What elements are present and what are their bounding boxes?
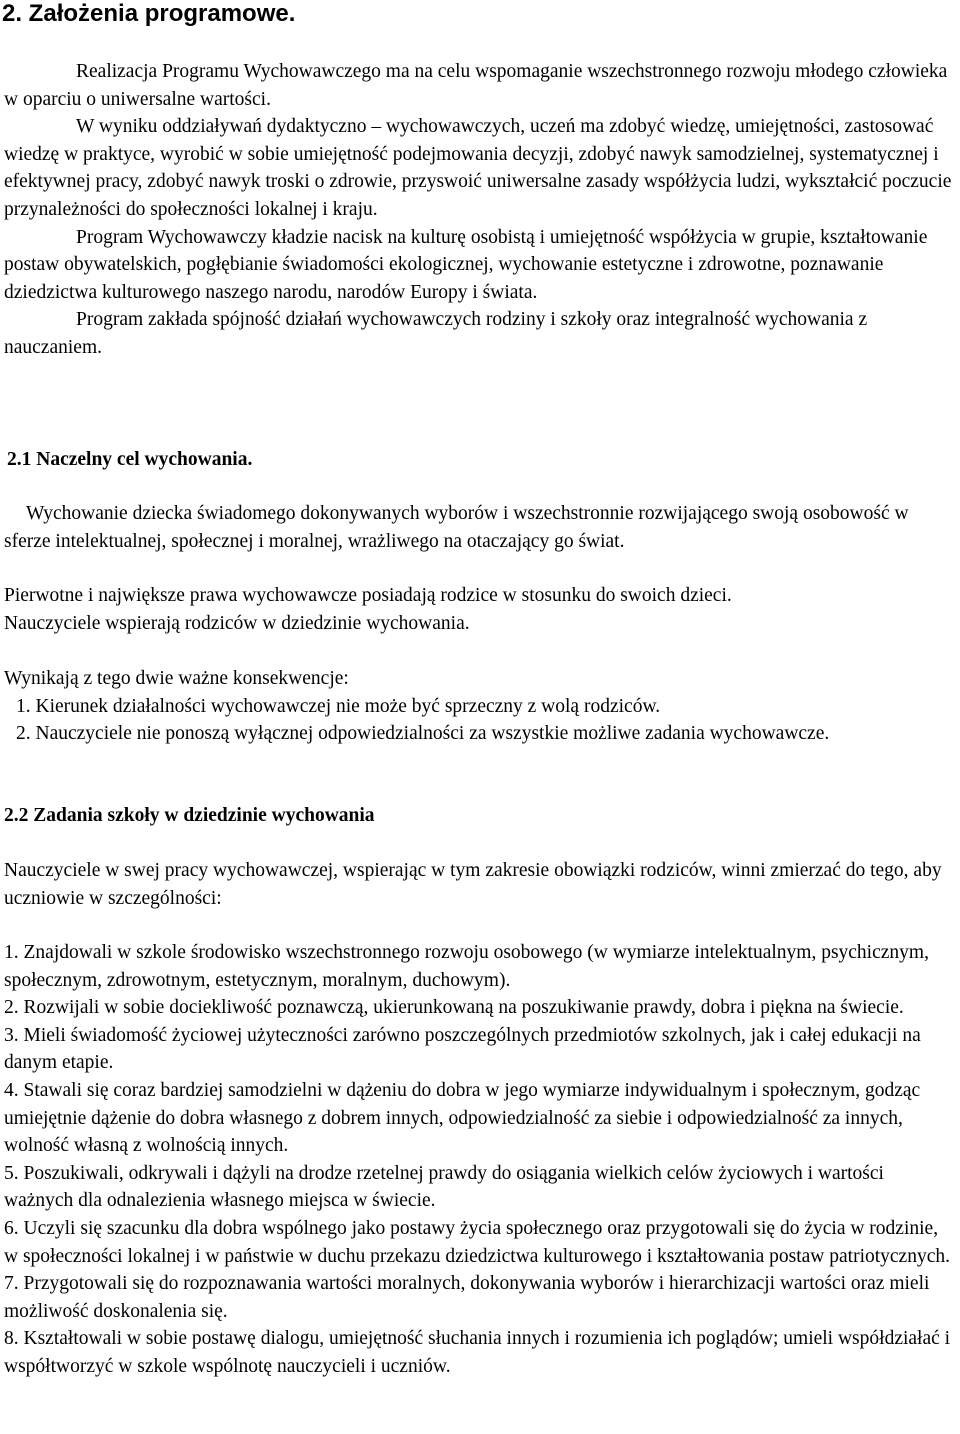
section-2-1-consequences [4,665,956,748]
paragraph: Program Wychowawczy kładzie nacisk na kulturę osobistą i umiejętność współżycia w grupie, kształtowanie postaw obywatelskich, pogłębianie świadomości ekologicznej, wychowanie estetyczne i zdrowotne, poznawanie dziedzictwa kulturowego naszego narodu, narodów Europy i świata. [4,226,928,303]
consequences-list [4,693,956,748]
section-2-heading: 2. Założenia programowe. [2,0,296,27]
list-item: 7. Przygotowali się do rozpoznawania wartości moralnych, dokonywania wyborów i hierarchizacji wartości oraz mieli możliwość doskonalenia się. [4,1273,930,1322]
list-item: 6. Uczyli się szacunku dla dobra wspólnego jako postawy życia społecznego oraz przygotowali się do życia w rodzinie, w społeczności lokalnej i w państwie w duchu przekazu dziedzictwa kulturowego i kształtowania postaw patriotycznych. [4,1217,950,1267]
paragraph: Wychowanie dziecka świadomego dokonywanych wyborów i wszechstronnie rozwijającego swoją osobowość w sferze intelektualnej, społecznej i moralnej, wrażliwego na otaczający go świat. [4,503,909,552]
paragraph: W wyniku oddziaływań dydaktyczno – wychowawczych, uczeń ma zdobyć wiedzę, umiejętności, zastosować wiedzę w praktyce, wyrobić w sobie umiejętność podejmowania decyzji, zdobyć nawyk samodzielnej, systematycznej i efektywnej pracy, zdobyć nawyk troski o zdrowie, przyswoić uniwersalne zasady współżycia ludzi, wykształcić poczucie przynależności do społeczności lokalnej i kraju. [4,116,952,220]
list-item: 8. Kształtowali w sobie postawę dialogu, umiejętność słuchania innych i rozumienia ich poglądów; umieli współdziałać i współtworzyć w szkole wspólnotę nauczycieli i uczniów. [4,1328,951,1377]
list-item: 3. Mieli świadomość życiowej użyteczności zarówno poszczególnych przedmiotów szkolnych, jak i całej edukacji na danym etapie. [4,1024,921,1074]
section-2-2-tasks [4,939,956,1381]
list-item: 2. Rozwijali w sobie dociekliwość poznawczą, ukierunkowaną na poszukiwanie prawdy, dobra i piękna na świecie. [4,997,904,1019]
section-2-2-intro [4,857,956,912]
paragraph: Program zakłada spójność działań wychowawczych rodziny i szkoły oraz integralność wychowania z nauczaniem. [4,309,868,358]
list-item: 5. Poszukiwali, odkrywali i dążyli na drodze rzetelnej prawdy do osiągania wielkich celów życiowych i wartości ważnych dla odnalezienia własnego miejsca w świecie. [4,1162,884,1212]
paragraph: Pierwotne i największe prawa wychowawcze posiadają rodzice w stosunku do swoich dzieci. [4,585,732,606]
section-2-body [4,58,956,362]
paragraph: Nauczyciele wspierają rodziców w dziedzinie wychowania. [4,612,470,634]
section-2-1-goal [4,500,956,555]
paragraph: Realizacja Programu Wychowawczego ma na celu wspomaganie wszechstronnego rozwoju młodego człowieka w oparciu o uniwersalne wartości. [4,61,948,110]
list-item: 4. Stawali się coraz bardziej samodzielni w dążeniu do dobra w jego wymiarze indywidualnym i społecznym, godząc umiejętnie dążenie do dobra własnego z dobrem innych, odpowiedzialność za siebie i odpowiedzialność za innych, wolność własną z wolnością innych. [4,1079,921,1157]
section-2-2-heading: 2.2 Zadania szkoły w dziedzinie wychowania [4,805,375,826]
paragraph: Nauczyciele w swej pracy wychowawczej, wspierając w tym zakresie obowiązki rodziców, winni zmierzać do tego, aby uczniowie w szczególności: [4,860,942,909]
list-item: 1. Kierunek działalności wychowawczej nie może być sprzeczny z wolą rodziców. [16,695,661,717]
paragraph: Wynikają z tego dwie ważne konsekwencje: [4,668,349,689]
list-item: 1. Znajdowali w szkole środowisko wszechstronnego rozwoju osobowego (w wymiarze intelektualnym, psychicznym, społecznym, zdrowotnym, estetycznym, moralnym, duchowym). [4,942,929,991]
section-2-1-rights [4,582,956,637]
section-2-1-heading: 2.1 Naczelny cel wychowania. [7,449,253,470]
list-item: 2. Nauczyciele nie ponoszą wyłącznej odpowiedzialności za wszystkie możliwe zadania wychowawcze. [16,723,830,745]
